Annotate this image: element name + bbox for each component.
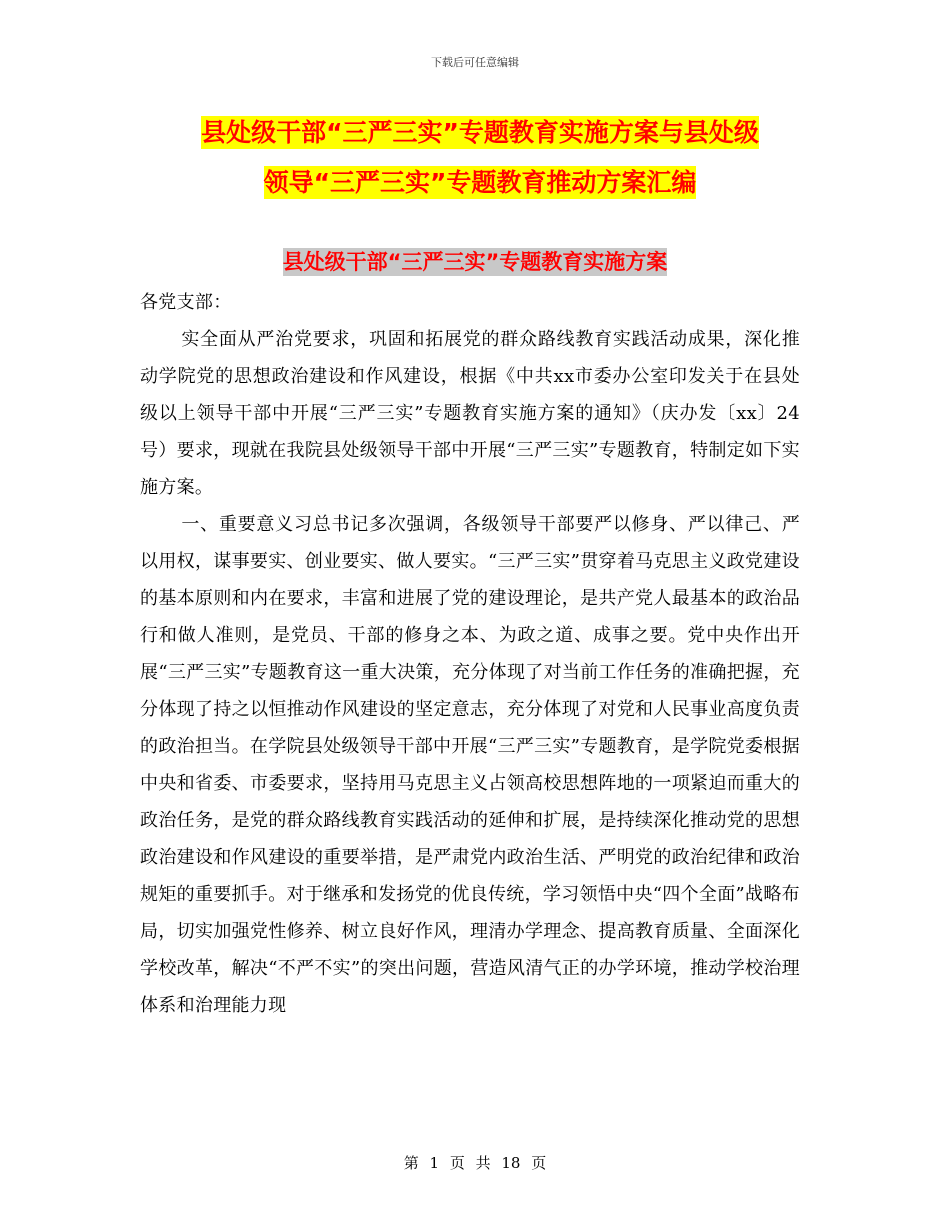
paragraph-significance: 一、重要意义习总书记多次强调，各级领导干部要严以修身、严以律己、严以用权，谋事要实、创业要实、做人要实。“三严三实”贯穿着马克思主义政党建设的基本原则和内在要求，丰富和进展了党的建设理论，是共产党人最基本的政治品行和做人准则，是党员、干部的修身之本、为政之道、成事之要。党中央作出开展“三严三实”专题教育这一重大决策，充分体现了对当前工作任务的准确把握，充分体现了持之以恒推动作风建设的坚定意志，充分体现了对党和人民事业高度负责的政治担当。在学院县处级领导干部中开展“三严三实”专题教育，是学院党委根据中央和省委、市委要求，坚持用马克思主义占领高校思想阵地的一项紧迫而重大的政治任务，是党的群众路线教育实践活动的延伸和扩展，是持续深化推动党的思想政治建设和作风建设的重要举措，是严肃党内政治生活、严明党的政治纪律和政治规矩的重要抓手。对于继承和发扬党的优良传统，学习领悟中央“四个全面”战略布局，切实加强党性修养、树立良好作风，理清办学理念、提高教育质量、全面深化学校改革，解决“不严不实”的突出问题，营造风清气正的办学环境，推动学校治理体系和治理能力现 — [140, 514, 800, 1016]
salutation: 各党支部： — [140, 292, 232, 313]
section-title-text: 县处级干部“三严三实”专题教育实施方案 — [282, 250, 668, 274]
document-title-line-1: 县处级干部“三严三实”专题教育实施方案与县处级 — [201, 118, 759, 147]
page-header-note: 下载后可任意编辑 — [431, 56, 519, 69]
document-title — [150, 108, 810, 208]
paragraph-intro: 实全面从严治党要求，巩固和拓展党的群众路线教育实践活动成果，深化推动学院党的思想政治建设和作风建设，根据《中共xx市委办公室印发关于在县处级以上领导干部中开展“三严三实”专题教育实施方案的通知》（庆办发〔xx〕24号）要求，现就在我院县处级领导干部中开展“三严三实”专题教育，特制定如下实施方案。 — [140, 329, 800, 498]
document-body — [140, 284, 800, 1024]
section-title — [0, 244, 950, 280]
page-number-footer: 第 1 页 共 18 页 — [403, 1154, 547, 1172]
document-title-line-2: 领导“三严三实”专题教育推动方案汇编 — [263, 168, 697, 197]
